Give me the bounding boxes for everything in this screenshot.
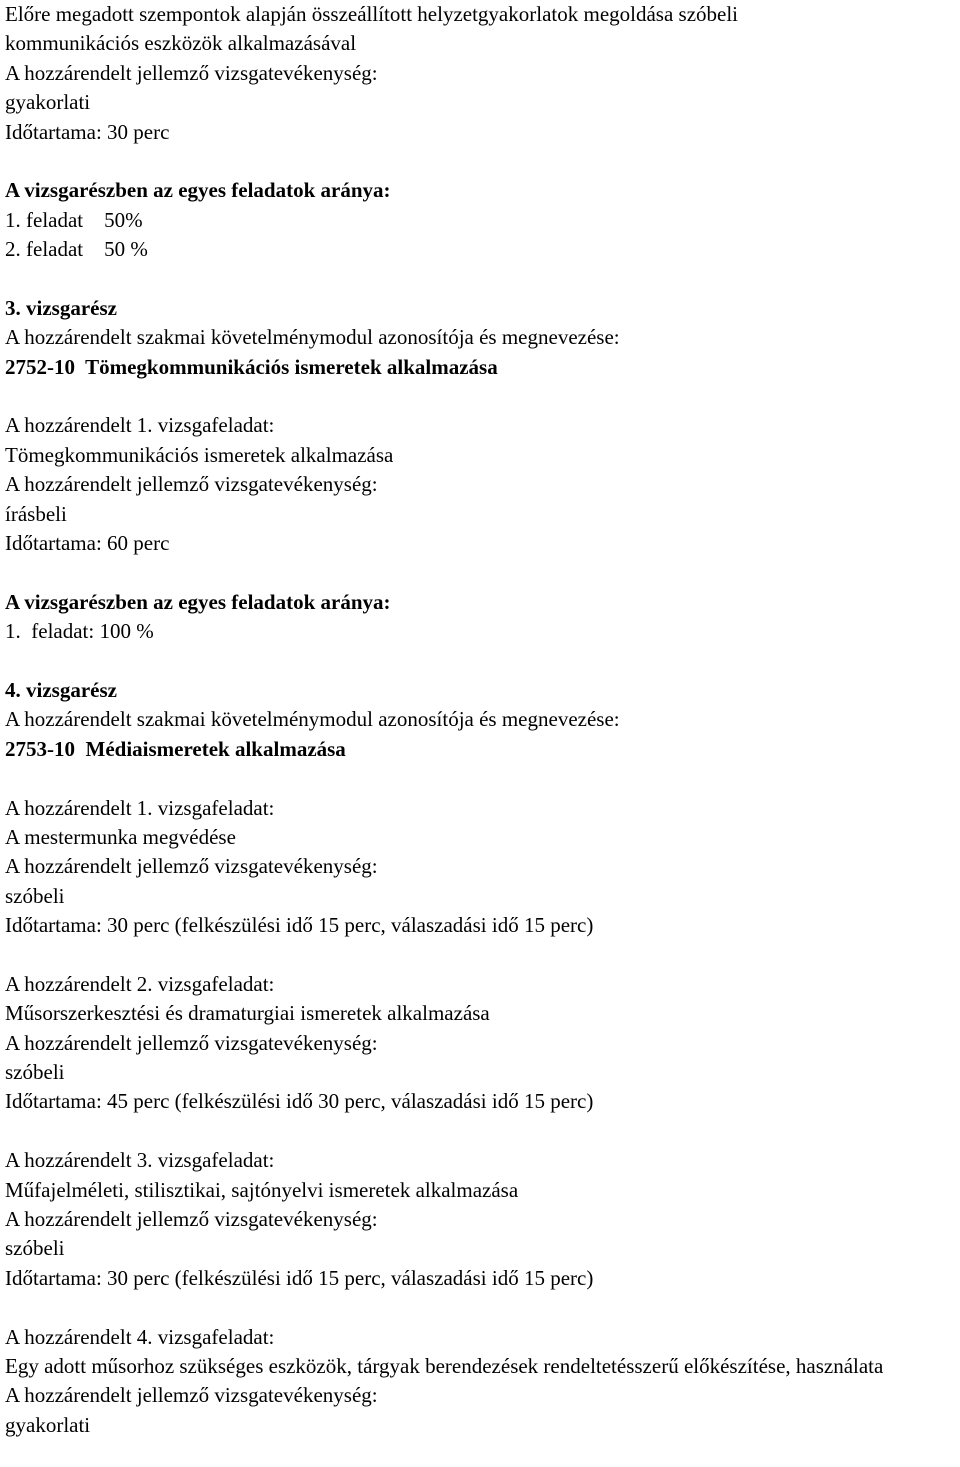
intro-activity-label: A hozzárendelt jellemző vizsgatevékenység: <box>5 60 378 85</box>
spacer <box>5 558 957 587</box>
intro-line-2: kommunikációs eszközök alkalmazásával <box>5 31 357 56</box>
spacer <box>5 647 957 676</box>
spacer <box>5 382 957 411</box>
intro-duration: Időtartama: 30 perc <box>5 119 170 144</box>
ratio-heading: A vizsgarészben az egyes feladatok aránya: <box>5 178 391 203</box>
part3-task-label: A hozzárendelt 1. vizsgafeladat: <box>5 413 275 438</box>
part4-task2-activity-label: A hozzárendelt jellemző vizsgatevékenység: <box>5 1030 378 1055</box>
part4-task2-label: A hozzárendelt 2. vizsgafeladat: <box>5 971 275 996</box>
spacer <box>5 764 957 793</box>
part4-task4-label: A hozzárendelt 4. vizsgafeladat: <box>5 1324 275 1349</box>
part4-task1-title: A mestermunka megvédése <box>5 824 236 849</box>
ratio-item-2: 2. feladat 50 % <box>5 237 148 262</box>
spacer <box>5 1117 957 1146</box>
part3-heading: 3. vizsgarész <box>5 295 117 320</box>
part4-heading: 4. vizsgarész <box>5 677 117 702</box>
part4-task3-activity-value: szóbeli <box>5 1236 65 1261</box>
part4-task4-activity-label: A hozzárendelt jellemző vizsgatevékenység: <box>5 1383 378 1408</box>
part4-task3-label: A hozzárendelt 3. vizsgafeladat: <box>5 1148 275 1173</box>
part4-task2-title: Műsorszerkesztési és dramaturgiai ismeretek alkalmazása <box>5 1001 490 1026</box>
part4-task1-activity-label: A hozzárendelt jellemző vizsgatevékenység: <box>5 854 378 879</box>
part4-module-value: 2753-10 Médiaismeretek alkalmazása <box>5 736 346 761</box>
part3-ratio-item: 1. feladat: 100 % <box>5 619 154 644</box>
intro-activity-value: gyakorlati <box>5 90 91 115</box>
intro-line-1: Előre megadott szempontok alapján összeállított helyzetgyakorlatok megoldása szóbeli <box>5 2 739 26</box>
part4-task4-activity-value: gyakorlati <box>5 1412 91 1437</box>
part4-task3-title: Műfajelméleti, stilisztikai, sajtónyelvi ismeretek alkalmazása <box>5 1177 519 1202</box>
part3-duration: Időtartama: 60 perc <box>5 531 170 556</box>
part3-module-label: A hozzárendelt szakmai követelménymodul azonosítója és megnevezése: <box>5 325 620 350</box>
part4-task1-label: A hozzárendelt 1. vizsgafeladat: <box>5 795 275 820</box>
part3-ratio-heading: A vizsgarészben az egyes feladatok aránya: <box>5 589 391 614</box>
part4-task3-activity-label: A hozzárendelt jellemző vizsgatevékenység: <box>5 1207 378 1232</box>
part4-task3-duration: Időtartama: 30 perc (felkészülési idő 15 perc, válaszadási idő 15 perc) <box>5 1265 594 1290</box>
part4-task1-activity-value: szóbeli <box>5 883 65 908</box>
spacer <box>5 265 957 294</box>
spacer <box>5 941 957 970</box>
part3-task-value: Tömegkommunikációs ismeretek alkalmazása <box>5 442 394 467</box>
part3-activity-label: A hozzárendelt jellemző vizsgatevékenység: <box>5 472 378 497</box>
part4-task2-duration: Időtartama: 45 perc (felkészülési idő 30 perc, válaszadási idő 15 perc) <box>5 1089 594 1114</box>
part3-module-value: 2752-10 Tömegkommunikációs ismeretek alkalmazása <box>5 354 498 379</box>
part3-activity-value: írásbeli <box>5 501 67 526</box>
ratio-item-1: 1. feladat 50% <box>5 207 143 232</box>
spacer <box>5 147 957 176</box>
document-page <box>5 0 957 1440</box>
part4-task2-activity-value: szóbeli <box>5 1060 65 1085</box>
part4-module-label: A hozzárendelt szakmai követelménymodul azonosítója és megnevezése: <box>5 707 620 732</box>
spacer <box>5 1293 957 1322</box>
part4-task1-duration: Időtartama: 30 perc (felkészülési idő 15 perc, válaszadási idő 15 perc) <box>5 913 594 938</box>
part4-task4-title: Egy adott műsorhoz szükséges eszközök, tárgyak berendezések rendeltetésszerű előkészítése, használata <box>5 1353 884 1378</box>
